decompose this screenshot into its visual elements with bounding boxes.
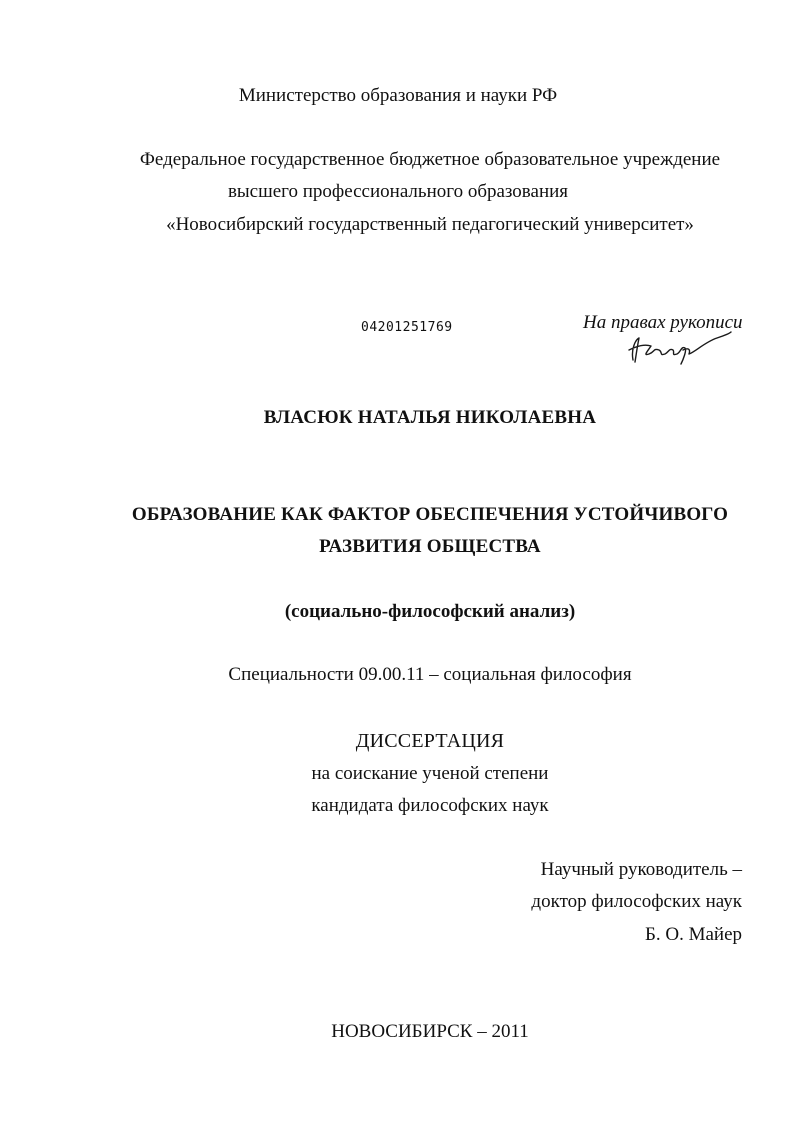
degree-line-1: на соискание ученой степени: [311, 763, 549, 784]
degree-line-2: кандидата философских наук: [311, 795, 549, 816]
institution-line-1: Федеральное государственное бюджетное образовательное учреждение: [139, 149, 721, 170]
specialty: Специальности 09.00.11 – социальная философия: [228, 664, 632, 685]
registration-code: 04201251769: [361, 320, 453, 335]
author-name: ВЛАСЮК НАТАЛЬЯ НИКОЛАЕВНА: [263, 407, 597, 428]
document-type-heading: ДИССЕРТАЦИЯ: [355, 730, 505, 752]
supervisor-name: Б. О. Майер: [644, 924, 742, 945]
ministry-name: Министерство образования и науки РФ: [238, 85, 558, 106]
supervisor-label: Научный руководитель –: [540, 859, 742, 880]
handwritten-signature: [625, 330, 735, 370]
institution-line-2: высшего профессионального образования: [227, 181, 569, 202]
manuscript-rights-label: На правах рукописи: [583, 312, 743, 333]
institution-line-3: «Новосибирский государственный педагогический университет»: [166, 214, 694, 235]
dissertation-title-line-2: РАЗВИТИЯ ОБЩЕСТВА: [319, 536, 541, 557]
dissertation-title-line-1: ОБРАЗОВАНИЕ КАК ФАКТОР ОБЕСПЕЧЕНИЯ УСТОЙЧИВОГО: [131, 504, 729, 525]
city-year: НОВОСИБИРСК – 2011: [331, 1021, 529, 1042]
dissertation-subtitle: (социально-философский анализ): [284, 601, 576, 622]
supervisor-degree: доктор философских наук: [531, 891, 742, 912]
